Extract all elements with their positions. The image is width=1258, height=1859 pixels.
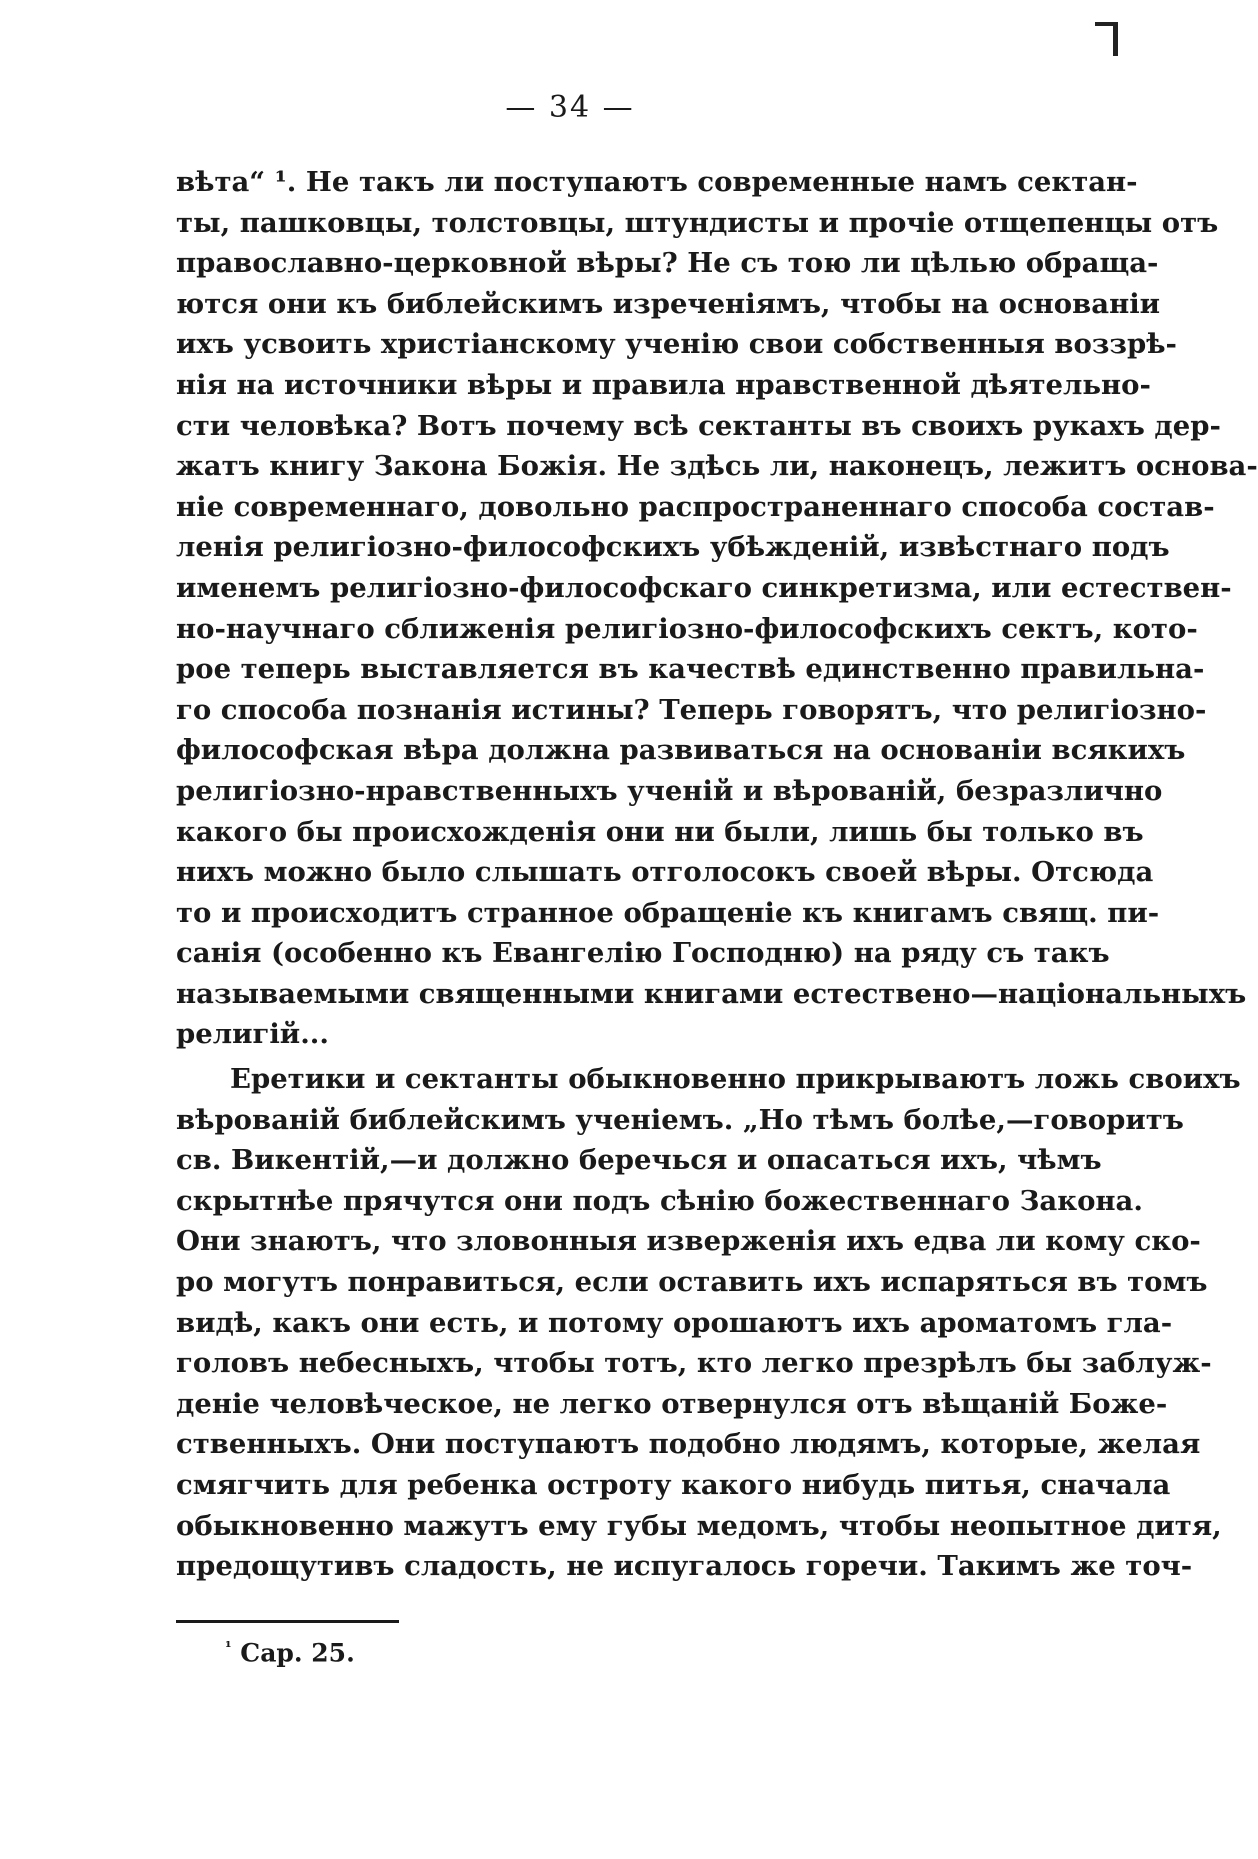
- text-line: жатъ книгу Закона Божія. Не здѣсь ли, наконецъ, лежитъ основа-: [176, 450, 1258, 483]
- text-line: ственныхъ. Они поступаютъ подобно людямъ, которые, желая: [176, 1428, 1201, 1461]
- text-line: философская вѣра должна развиваться на основаніи всякихъ: [176, 734, 1186, 767]
- text-line: ленія религіозно-философскихъ убѣжденій, извѣстнаго подъ: [176, 531, 1170, 564]
- text-line: головъ небесныхъ, чтобы тотъ, кто легко презрѣлъ бы заблуж-: [176, 1347, 1212, 1380]
- text-line: ты, пашковцы, толстовцы, штундисты и прочіе отщепенцы отъ: [176, 206, 1219, 239]
- text-line: религій...: [176, 1018, 329, 1051]
- text-line: деніе человѣческое, не легко отвернулся отъ вѣщаній Боже-: [176, 1387, 1168, 1420]
- text-line: ются они къ библейскимъ изреченіямъ, чтобы на основаніи: [176, 287, 1161, 320]
- text-line: но-научнаго сближенія религіозно-философскихъ сектъ, кото-: [176, 612, 1198, 645]
- text-line: рое теперь выставляется въ качествѣ единственно правильна-: [176, 653, 1205, 686]
- text-line: го способа познанія истины? Теперь говорятъ, что религіозно-: [176, 693, 1207, 726]
- text-line: какого бы происхожденія они ни были, лишь бы только въ: [176, 815, 1144, 848]
- text-line: ро могутъ понравиться, если оставить ихъ испаряться въ томъ: [176, 1266, 1208, 1299]
- text-line: предощутивъ сладость, не испугалось горечи. Такимъ же точ-: [176, 1550, 1193, 1583]
- page-number: — 34 —: [505, 90, 635, 125]
- text-line: вѣта“ ¹. Не такъ ли поступаютъ современные намъ сектан-: [176, 166, 1138, 198]
- text-line: нихъ можно было слышать отголосокъ своей вѣры. Отсюда: [176, 856, 1154, 889]
- text-line: вѣрованій библейскимъ ученіемъ. „Но тѣмъ болѣе,—говоритъ: [176, 1103, 1184, 1136]
- text-line: св. Викентій,—и должно беречься и опасаться ихъ, чѣмъ: [176, 1144, 1102, 1177]
- footnote: [225, 1638, 355, 1667]
- text-line: скрытнѣе прячутся они подъ сѣнію божественнаго Закона.: [176, 1184, 1143, 1217]
- text-line: то и происходитъ странное обращеніе къ книгамъ свящ. пи-: [176, 896, 1160, 929]
- text-line: санія (особенно къ Евангелію Господню) на ряду съ такъ: [176, 937, 1110, 970]
- footnote-divider: [176, 1620, 399, 1623]
- text-line: ихъ усвоить христіанскому ученію свои собственныя воззрѣ-: [176, 328, 1177, 361]
- text-line: ніе современнаго, довольно распространеннаго способа состав-: [176, 490, 1215, 523]
- footnote-text: Cap. 25.: [240, 1638, 355, 1668]
- body-text: [176, 162, 1258, 1587]
- text-line: религіозно-нравственныхъ ученій и вѣрованій, безразлично: [176, 774, 1163, 807]
- corner-mark: [1095, 22, 1118, 56]
- text-line: обыкновенно мажутъ ему губы медомъ, чтобы неопытное дитя,: [176, 1509, 1222, 1542]
- text-line: видѣ, какъ они есть, и потому орошаютъ ихъ ароматомъ гла-: [176, 1306, 1173, 1339]
- text-line: Еретики и сектанты обыкновенно прикрываютъ ложь своихъ: [230, 1063, 1241, 1096]
- text-line: смягчить для ребенка остроту какого нибудь питья, сначала: [176, 1469, 1171, 1501]
- text-line: сти человѣка? Вотъ почему всѣ сектанты въ своихъ рукахъ дер-: [176, 409, 1221, 442]
- text-line: нія на источники вѣры и правила нравственной дѣятельно-: [176, 368, 1151, 401]
- text-line: православно-церковной вѣры? Не съ тою ли цѣлью обраща-: [176, 247, 1159, 280]
- footnote-mark: ¹: [225, 1638, 232, 1656]
- text-line: именемъ религіозно-философскаго синкретизма, или естествен-: [176, 571, 1232, 604]
- text-line: называемыми священными книгами естествено—національныхъ: [176, 977, 1247, 1010]
- text-line: Они знаютъ, что зловонныя изверженія ихъ едва ли кому ско-: [176, 1225, 1201, 1258]
